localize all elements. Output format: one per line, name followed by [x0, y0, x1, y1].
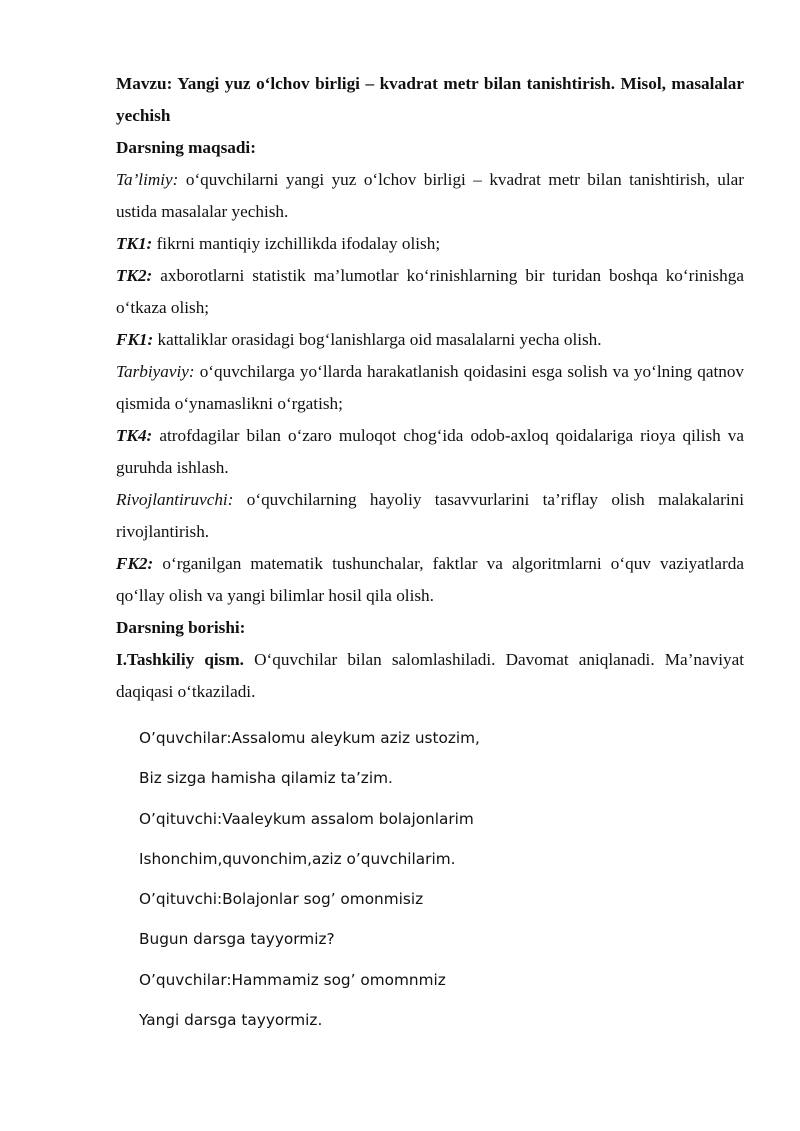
developmental-label: Rivojlantiruvchi: [116, 490, 234, 509]
lesson-progress-heading: Darsning borishi: [116, 618, 246, 637]
tk1-competency [116, 228, 744, 260]
upbringing-goal [116, 356, 744, 420]
goals-heading: Darsning maqsadi: [116, 138, 256, 157]
fk1-label: FK1: [116, 330, 154, 349]
tk2-text: axborotlarni statistik ma’lumotlar ko‘rinishlarning bir turidan boshqa ko‘rinishga o‘tkaza olish; [116, 266, 745, 317]
dialogue-line: Bugun darsga tayyormiz? [139, 930, 335, 949]
upbringing-text: o‘quvchilarga yo‘llarda harakatlanish qoidasini esga solish va yo‘lning qatnov qismida o‘ynamaslikni o‘rgatish; [116, 362, 745, 413]
tk2-label: TK2: [116, 266, 153, 285]
tk4-text: atrofdagilar bilan o‘zaro muloqot chog‘ida odob-axloq qoidalariga rioya qilish va guruhda ishlash. [116, 426, 745, 477]
greeting-dialogue [116, 718, 744, 1040]
organizational-part [116, 644, 744, 708]
dialogue-line: O’quvchilar:Hammamiz sog’ omomnmiz [139, 970, 446, 989]
dialogue-line: O’qituvchi:Vaaleykum assalom bolajonlarim [139, 809, 474, 828]
topic-label: Mavzu: [116, 74, 173, 93]
fk2-text: o‘rganilgan matematik tushunchalar, faktlar va algoritmlarni o‘quv vaziyatlarda qo‘llay olish va yangi bilimlar hosil qila olish. [116, 554, 744, 605]
tk2-competency [116, 260, 744, 324]
dialogue-line: Yangi darsga tayyormiz. [139, 1011, 323, 1030]
org-label: I.Tashkiliy qism. [116, 650, 244, 669]
fk2-competency [116, 548, 744, 612]
fk2-label: FK2: [116, 554, 154, 573]
dialogue-line: Biz sizga hamisha qilamiz ta’zim. [139, 769, 393, 788]
tk1-label: TK1: [116, 234, 153, 253]
org-text: O‘quvchilar bilan salomlashiladi. Davomat aniqlanadi. Ma’naviyat daqiqasi o‘tkaziladi. [116, 650, 745, 701]
tk4-label: TK4: [116, 426, 153, 445]
developmental-goal [116, 484, 744, 548]
dialogue-line: Ishonchim,quvonchim,aziz o’quvchilarim. [139, 849, 456, 868]
educational-text: o‘quvchilarni yangi yuz o‘lchov birligi – kvadrat metr bilan tanishtirish, ular ustida masalalar yechish. [116, 170, 744, 221]
tk4-competency [116, 420, 744, 484]
fk1-text: kattaliklar orasidagi bog‘lanishlarga oid masalalarni yecha olish. [157, 330, 602, 349]
document-page [116, 68, 744, 1040]
lesson-topic [116, 68, 744, 132]
fk1-competency [116, 324, 744, 356]
educational-goal [116, 164, 744, 228]
educational-label: Ta’limiy: [116, 170, 179, 189]
dialogue-line: O’qituvchi:Bolajonlar sog’ omonmisiz [139, 890, 424, 909]
dialogue-line: O’quvchilar:Assalomu aleykum aziz ustozim, [139, 729, 480, 747]
topic-text: Yangi yuz o‘lchov birligi – kvadrat metr bilan tanishtirish. Misol, masalalar yechish [116, 74, 744, 125]
upbringing-label: Tarbiyaviy: [116, 362, 195, 381]
tk1-text: fikrni mantiqiy izchillikda ifodalay olish; [156, 234, 441, 253]
developmental-text: o‘quvchilarning hayoliy tasavvurlarini ta’riflay olish malakalarini rivojlantirish. [116, 490, 744, 541]
